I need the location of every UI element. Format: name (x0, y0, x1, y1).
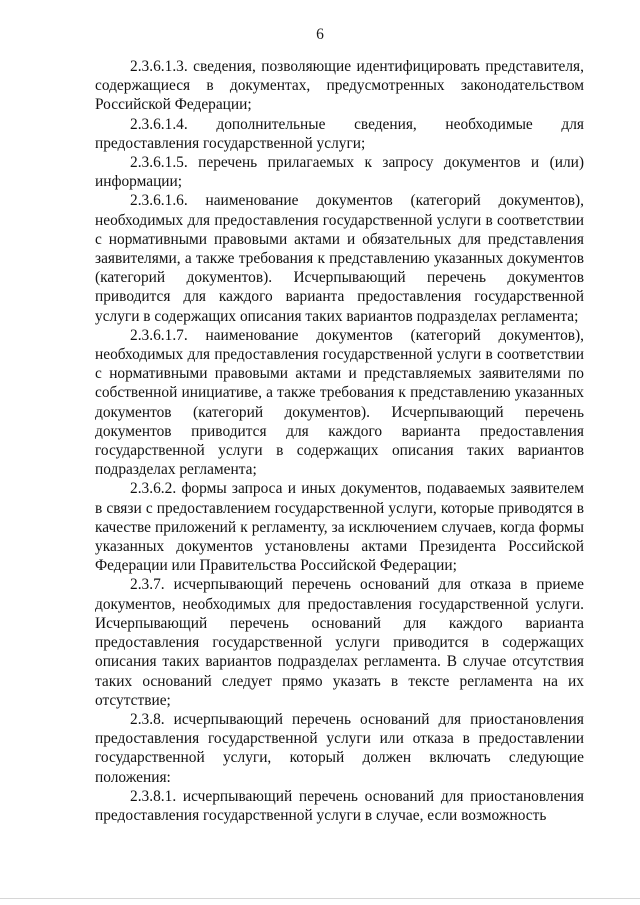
paragraph-2-3-6-1-7: 2.3.6.1.7. наименование документов (категорий документов), необходимых для предоставления государственной услуги в соответствии с нормативными правовыми актами и представляемых заявителями по собственной инициативе, а также требования к представлению указанных документов (категорий документов). Исчерпывающий перечень документов приводится для каждого варианта предоставления государственной услуги в содержащих описания таких вариантов подразделах регламента; (95, 326, 584, 479)
paragraph-2-3-6-1-5: 2.3.6.1.5. перечень прилагаемых к запросу документов и (или) информации; (95, 154, 584, 191)
paragraph-2-3-8-1: 2.3.8.1. исчерпывающий перечень оснований для приостановления предоставления государственной услуги в случае, если возможность (95, 787, 584, 824)
paragraph-2-3-8: 2.3.8. исчерпывающий перечень оснований для приостановления предоставления государственной услуги или отказа в предоставлении государственной услуги, который должен включать следующие положения: (95, 710, 584, 786)
paragraph-2-3-6-1-6: 2.3.6.1.6. наименование документов (категорий документов), необходимых для предоставления государственной услуги в соответствии с нормативными правовыми актами и обязательных для представления заявителями, а также требования к представлению указанных документов (категорий документов). Исчерпывающий перечень документов приводится для каждого варианта предоставления государственной услуги в содержащих описания таких вариантов подразделах регламента; (95, 192, 584, 325)
paragraph-2-3-6-2: 2.3.6.2. формы запроса и иных документов, подаваемых заявителем в связи с предоставлением государственной услуги, которые приводятся в качестве приложений к регламенту, за исключением случаев, когда формы указанных документов установлены актами Президента Российской Федерации или Правительства Российской Федерации; (95, 480, 584, 575)
paragraph-2-3-6-1-3: 2.3.6.1.3. сведения, позволяющие идентифицировать представителя, содержащиеся в документах, предусмотренных законодательством Российской Федерации; (95, 58, 584, 114)
document-body (95, 57, 584, 825)
page-number: 6 (316, 26, 324, 43)
page-bottom-edge (0, 898, 640, 899)
paragraph-2-3-6-1-4: 2.3.6.1.4. дополнительные сведения, необходимые для предоставления государственной услуги; (95, 115, 584, 152)
paragraph-2-3-7: 2.3.7. исчерпывающий перечень оснований для отказа в приеме документов, необходимых для предоставления государственной услуги. Исчерпывающий перечень оснований для каждого варианта предоставления государственной услуги приводится в содержащих описания таких вариантов подразделах регламента. В случае отсутствия таких оснований следует прямо указать в тексте регламента на их отсутствие; (95, 576, 584, 709)
